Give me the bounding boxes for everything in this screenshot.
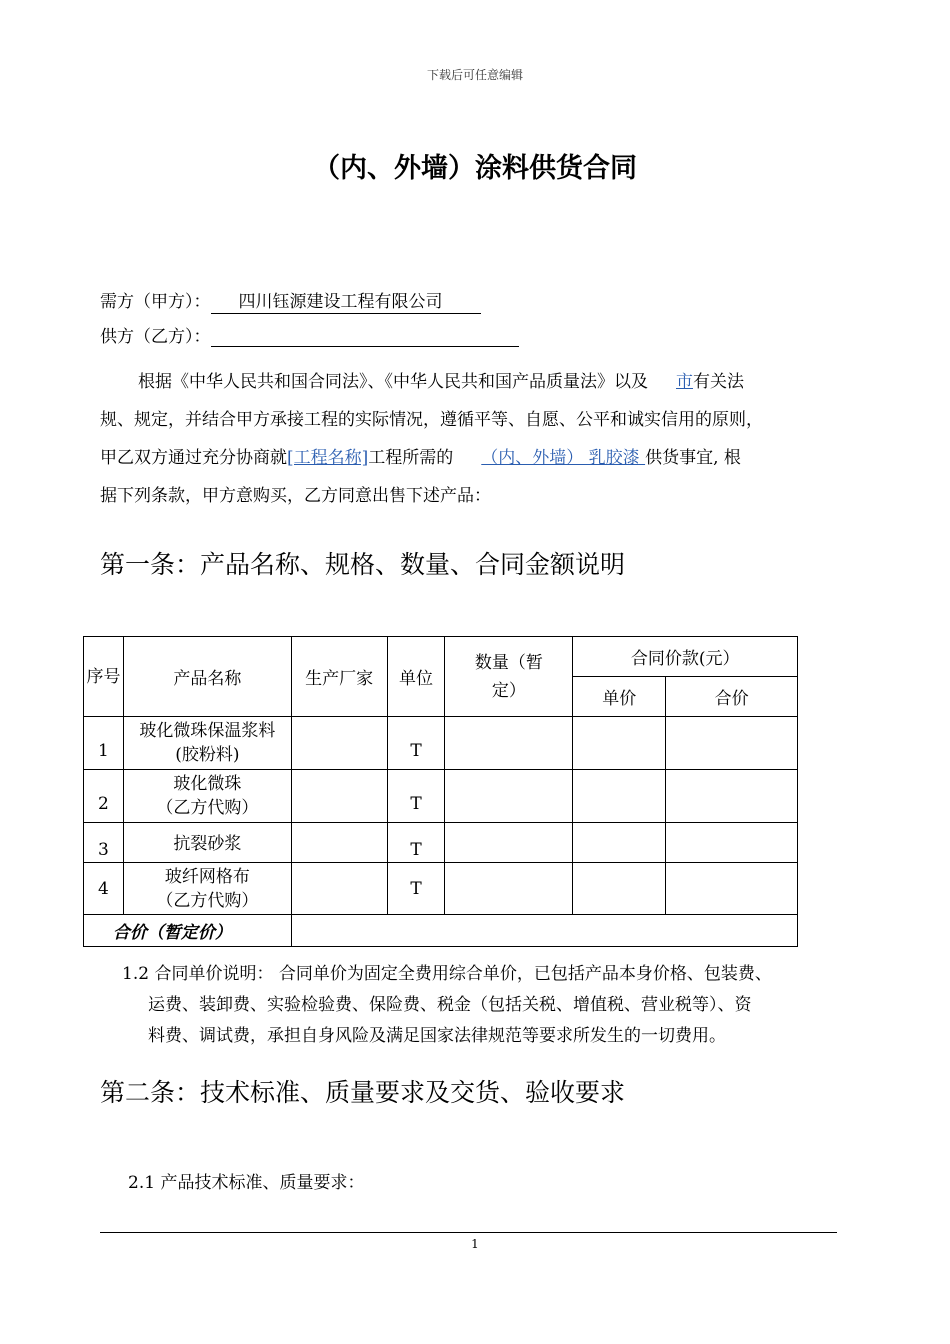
subsection-2-1: 2.1 产品技术标准、质量要求： bbox=[128, 1173, 365, 1193]
row-qty[interactable] bbox=[445, 823, 573, 863]
row-unit: T bbox=[387, 823, 445, 863]
buyer-line bbox=[100, 287, 481, 314]
city-field[interactable]: 市 bbox=[676, 372, 693, 392]
supplier-label: 供方（乙方）： bbox=[100, 327, 211, 347]
row-unit-price[interactable] bbox=[573, 863, 666, 915]
row-seq: 1 bbox=[84, 717, 124, 770]
section-1-title: 第一条：产品名称、规格、数量、合同金额说明 bbox=[100, 550, 626, 579]
supplier-blank[interactable] bbox=[211, 326, 519, 347]
row-maker[interactable] bbox=[291, 770, 387, 823]
header-name: 产品名称 bbox=[123, 637, 291, 717]
product-table bbox=[83, 636, 798, 947]
intro-paragraph bbox=[100, 363, 840, 515]
intro-text: 有关法 bbox=[693, 372, 744, 392]
intro-text: 工程所需的 bbox=[368, 448, 454, 468]
note-line: 1.2 合同单价说明： 合同单价为固定全费用综合单价，已包括产品本身价格、包装费、 bbox=[122, 964, 772, 984]
row-seq: 2 bbox=[84, 770, 124, 823]
intro-line-4: 据下列条款，甲方意购买，乙方同意出售下述产品： bbox=[100, 486, 491, 506]
note-line: 料费、调试费，承担自身风险及满足国家法律规范等要求所发生的一切费用。 bbox=[148, 1026, 726, 1046]
header-unit-price: 单价 bbox=[573, 677, 666, 717]
header-seq: 序号 bbox=[84, 637, 124, 717]
intro-text: 供货事宜, 根 bbox=[645, 448, 741, 468]
product-field[interactable]: （内、外墙） 乳胶漆 bbox=[481, 448, 646, 468]
total-value[interactable] bbox=[291, 915, 797, 947]
buyer-value: 四川钰源建设工程有限公司 bbox=[211, 287, 481, 314]
table-row bbox=[84, 823, 798, 863]
row-name: 玻化微珠 （乙方代购） bbox=[123, 770, 291, 823]
row-total-price[interactable] bbox=[666, 863, 798, 915]
intro-text: 根据《中华人民共和国合同法》、《中华人民共和国产品质量法》以及 bbox=[138, 372, 648, 392]
header-note: 下载后可任意编辑 bbox=[426, 68, 523, 82]
row-maker[interactable] bbox=[291, 717, 387, 770]
header-unit: 单位 bbox=[387, 637, 445, 717]
note-1-2 bbox=[122, 959, 862, 1052]
row-unit-price[interactable] bbox=[573, 770, 666, 823]
page-number: 1 bbox=[471, 1237, 479, 1251]
table-row bbox=[84, 863, 798, 915]
row-total-price[interactable] bbox=[666, 717, 798, 770]
intro-line-2: 规、规定，并结合甲方承接工程的实际情况，遵循平等、自愿、公平和诚实信用的原则， bbox=[100, 410, 763, 430]
row-maker[interactable] bbox=[291, 863, 387, 915]
intro-text: 甲乙双方通过充分协商就 bbox=[100, 448, 287, 468]
table-row bbox=[84, 717, 798, 770]
table-total-row bbox=[84, 915, 798, 947]
row-qty[interactable] bbox=[445, 863, 573, 915]
row-qty[interactable] bbox=[445, 717, 573, 770]
table-row bbox=[84, 770, 798, 823]
header-qty: 数量（暂定） bbox=[445, 637, 573, 717]
project-name-field[interactable]: [工程名称] bbox=[287, 448, 369, 468]
row-seq: 4 bbox=[84, 863, 124, 915]
total-label: 合价（暂定价） bbox=[84, 915, 292, 947]
row-seq: 3 bbox=[84, 823, 124, 863]
note-line: 运费、装卸费、实验检验费、保险费、税金（包括关税、增值税、营业税等）、资 bbox=[148, 995, 752, 1015]
row-unit-price[interactable] bbox=[573, 823, 666, 863]
row-unit: T bbox=[387, 863, 445, 915]
row-unit: T bbox=[387, 717, 445, 770]
document-title: （内、外墙）涂料供货合同 bbox=[313, 153, 637, 184]
row-unit-price[interactable] bbox=[573, 717, 666, 770]
supplier-line bbox=[100, 322, 519, 347]
row-qty[interactable] bbox=[445, 770, 573, 823]
row-total-price[interactable] bbox=[666, 770, 798, 823]
header-price-group: 合同价款(元） bbox=[573, 637, 798, 677]
buyer-label: 需方（甲方）： bbox=[100, 292, 211, 312]
header-maker: 生产厂家 bbox=[291, 637, 387, 717]
row-total-price[interactable] bbox=[666, 823, 798, 863]
header-total-price: 合价 bbox=[666, 677, 798, 717]
row-name: 抗裂砂浆 bbox=[123, 823, 291, 863]
row-unit: T bbox=[387, 770, 445, 823]
footer-divider bbox=[100, 1232, 837, 1233]
section-2-title: 第二条：技术标准、质量要求及交货、验收要求 bbox=[100, 1078, 626, 1107]
row-maker[interactable] bbox=[291, 823, 387, 863]
row-name: 玻化微珠保温浆料 (胶粉料) bbox=[123, 717, 291, 770]
row-name: 玻纤网格布 （乙方代购） bbox=[123, 863, 291, 915]
